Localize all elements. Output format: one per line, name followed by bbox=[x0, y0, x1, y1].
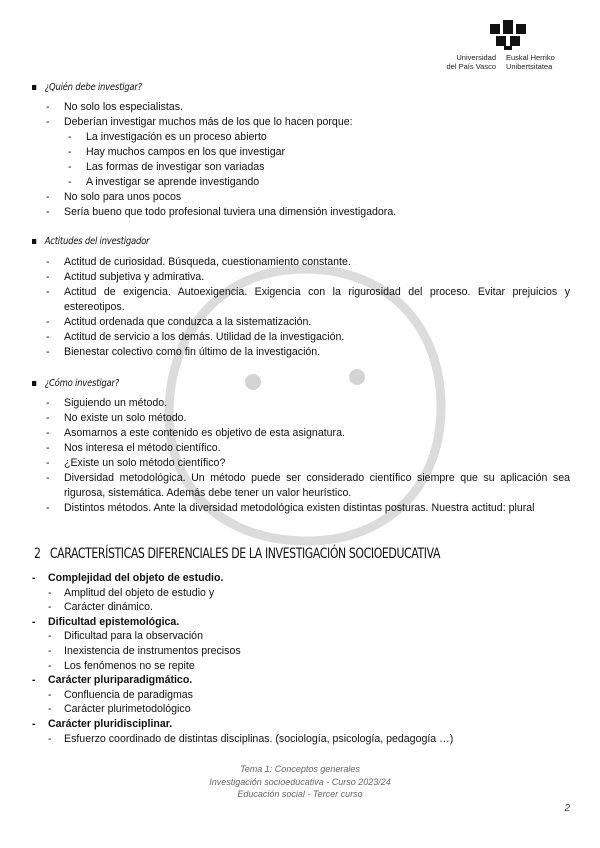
university-logo bbox=[440, 18, 562, 74]
chapter-title: CARACTERÍSTICAS DIFERENCIALES DE LA INVESTIGACIÓN SOCIOEDUCATIVA bbox=[49, 546, 441, 562]
list-item: - Distintos métodos. Ante la diversidad metodológica existen distintas posturas. Nuestra actitud: plural bbox=[44, 501, 570, 516]
list-item: - Las formas de investigar son variadas bbox=[44, 160, 570, 175]
list-item: - No solo los especialistas. bbox=[44, 100, 570, 115]
who-investigates-list bbox=[44, 100, 570, 220]
list-item: - Amplitud del objeto de estudio y bbox=[30, 586, 570, 601]
characteristics-list bbox=[30, 571, 570, 746]
characteristic-title: - Dificultad epistemológica. bbox=[30, 615, 570, 630]
footer-program: Educación social - Tercer curso bbox=[237, 789, 363, 799]
list-item: - No solo para unos pocos bbox=[44, 190, 570, 205]
how-to-investigate-list bbox=[44, 396, 570, 516]
chapter-heading bbox=[34, 546, 440, 562]
list-item: - Carácter dinámico. bbox=[30, 600, 570, 615]
page-number: 2 bbox=[564, 803, 570, 814]
list-item: - Dificultad para la observación bbox=[30, 629, 570, 644]
list-item: - ¿Existe un solo método científico? bbox=[44, 456, 570, 471]
list-item: - Hay muchos campos en los que investigar bbox=[44, 145, 570, 160]
list-item: - Nos interesa el método científico. bbox=[44, 441, 570, 456]
square-bullet-icon bbox=[32, 85, 36, 90]
logo-text-basque: Euskal Herriko Unibertsitatea bbox=[506, 53, 555, 71]
list-item: - Bienestar colectivo como fin último de la investigación. bbox=[44, 345, 570, 360]
list-item: - Esfuerzo coordinado de distintas disciplinas. (sociología, psicología, pedagogía …) bbox=[30, 732, 570, 747]
list-item: - Siguiendo un método. bbox=[44, 396, 570, 411]
list-item: - Actitud de servicio a los demás. Utilidad de la investigación. bbox=[44, 330, 570, 345]
square-bullet-icon bbox=[32, 381, 36, 386]
characteristic-title: - Complejidad del objeto de estudio. bbox=[30, 571, 570, 586]
attitudes-list bbox=[44, 255, 570, 360]
list-item: - Diversidad metodológica. Un método puede ser considerado científico siempre que su aplicación sea rigurosa, sistemática. Además debe tener un valor heurístico. bbox=[44, 471, 570, 501]
list-item: - La investigación es un proceso abierto bbox=[44, 130, 570, 145]
list-item: - Actitud subjetiva y admirativa. bbox=[44, 270, 570, 285]
list-item: - Actitud de curiosidad. Búsqueda, cuestionamiento constante. bbox=[44, 255, 570, 270]
list-item: - Sería bueno que todo profesional tuviera una dimensión investigadora. bbox=[44, 205, 570, 220]
logo-text-spanish: Universidad del País Vasco bbox=[446, 53, 496, 71]
square-bullet-icon bbox=[32, 239, 36, 244]
university-emblem-icon bbox=[490, 18, 526, 50]
list-item: - No existe un solo método. bbox=[44, 411, 570, 426]
list-item: - Asomarnos a este contenido es objetivo de esta asignatura. bbox=[44, 426, 570, 441]
section-heading-attitudes: Actitudes del investigador bbox=[32, 236, 149, 247]
list-item: - Actitud ordenada que conduzca a la sistematización. bbox=[44, 315, 570, 330]
footer-topic: Tema 1: Conceptos generales bbox=[240, 764, 360, 774]
list-item: - Carácter plurimetodológico bbox=[30, 702, 570, 717]
list-item: - Actitud de exigencia. Autoexigencia. Exigencia con la rigurosidad del proceso. Evitar prejuicios y estereotipos. bbox=[44, 285, 570, 315]
chapter-number: 2 bbox=[34, 546, 41, 562]
characteristic-title: - Carácter pluridisciplinar. bbox=[30, 717, 570, 732]
page-footer bbox=[0, 763, 600, 801]
footer-course: Investigación socioeducativa - Curso 2023/24 bbox=[209, 776, 391, 787]
list-item: - Confluencia de paradigmas bbox=[30, 688, 570, 703]
characteristic-title: - Carácter pluriparadigmático. bbox=[30, 673, 570, 688]
list-item: - Deberían investigar muchos más de los que lo hacen porque: bbox=[44, 115, 570, 130]
list-item: - Los fenómenos no se repite bbox=[30, 659, 570, 674]
section-heading-who-investigates: ¿Quién debe investigar? bbox=[32, 82, 142, 93]
list-item: - A investigar se aprende investigando bbox=[44, 175, 570, 190]
section-heading-how-to-investigate: ¿Cómo investigar? bbox=[32, 378, 119, 389]
list-item: - Inexistencia de instrumentos precisos bbox=[30, 644, 570, 659]
